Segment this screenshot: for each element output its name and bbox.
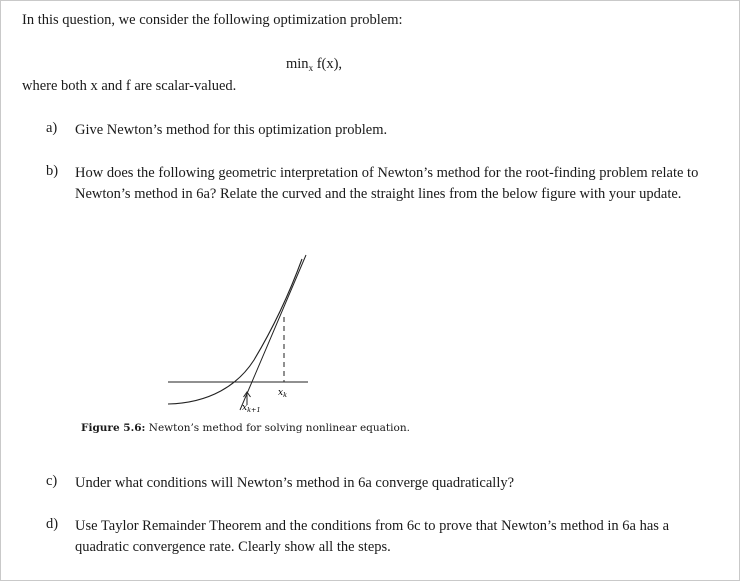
question-a-text: Give Newton’s method for this optimization problem.	[75, 122, 388, 138]
figure-caption	[81, 422, 410, 434]
intro-text: In this question, we consider the following optimization problem:	[22, 12, 403, 28]
where-text: where both x and f are scalar-valued.	[22, 78, 237, 94]
question-d-label: d)	[46, 516, 59, 532]
question-c-label: c)	[46, 473, 58, 489]
question-b-label: b)	[46, 163, 59, 179]
question-d-text: Use Taylor Remainder Theorem and the conditions from 6c to prove that Newton’s method in 6a has a quadratic convergence rate. Clearly show all the steps.	[75, 518, 670, 555]
question-c-text: Under what conditions will Newton’s method in 6a converge quadratically?	[75, 475, 515, 491]
figure-caption-label: Figure 5.6:	[81, 422, 146, 434]
newton-method-figure	[150, 245, 330, 420]
formula-subscript: x	[308, 63, 314, 73]
xk-label: $x_k$	[278, 388, 288, 399]
question-b-text: How does the following geometric interpretation of Newton’s method for the root-finding problem relate to Newton’s method in 6a? Relate the curved and the straight lines from the below figure with your update.	[75, 165, 699, 202]
question-a-label: a)	[46, 120, 58, 136]
xk1-label: $x_{k+1}$	[242, 403, 261, 414]
tangent-line	[240, 255, 306, 410]
objective-formula	[286, 56, 342, 73]
figure-caption-text: Newton’s method for solving nonlinear equation.	[145, 422, 410, 434]
formula-min: min	[286, 56, 309, 72]
formula-expression: f(x),	[313, 56, 343, 72]
